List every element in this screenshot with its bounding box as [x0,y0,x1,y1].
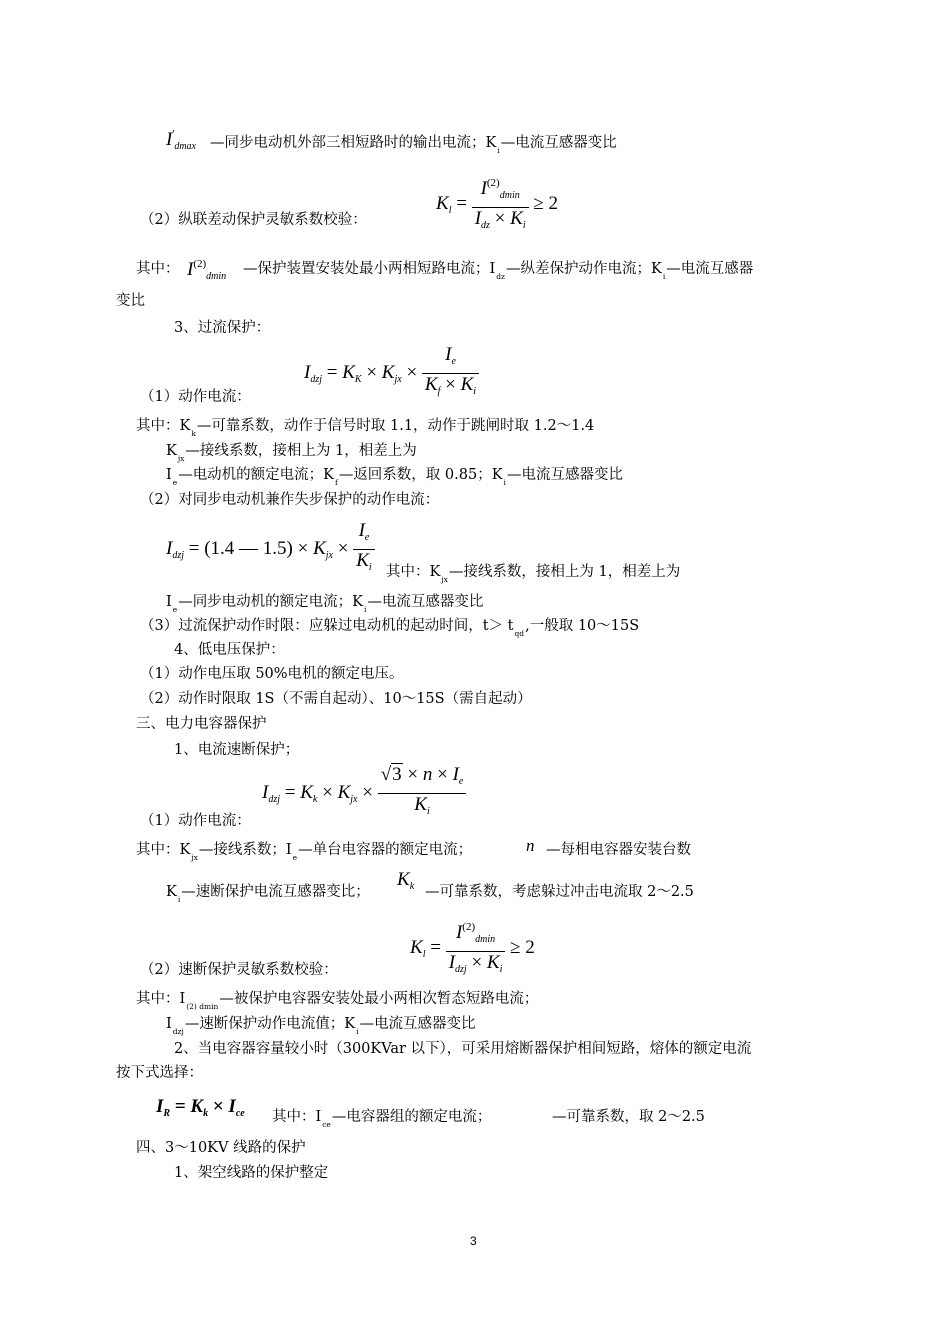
text-line: 其中：$K_k—$可靠系数，动作于信号时取 1.1，动作于跳闸时取 1.2～1.4 [136,418,595,438]
text-line: 其中：$I_{(2) dmin}—$被保护电容器安装处最小两相次暂态短路电流； [136,991,539,1011]
text-line: $I_e—$电动机的额定电流；$K_f—$返回系数，取 0.85；$K_i—$电流互感器变比 [166,467,623,487]
text-line: （1）动作电流： [140,389,251,405]
formula-n: n [526,836,535,855]
text-line: $K_i—$速断保护电流互感器变比； [166,884,370,904]
text-line: —每相电容器安装台数 [546,842,691,858]
text-line: 其中： [136,261,180,277]
formula-overcurrent: $I_{dzj} = K_K \times K_{jx}$ × $\frac{I_e}{K_f \times K_i}$ [304,344,479,403]
formula-sensitivity-1: $K_l$ = $\frac{I^{(2)}_{dmin}}{I_{dz} \times K_i}$ ≥ 2 [436,172,558,237]
text-line: $I_{dzj}—$速断保护动作电流值；$K_i—$电流互感器变比 [166,1016,476,1036]
formula-out-of-step: $I_{dzj} = (1.4$ — $1.5) \times K_{jx}$ × $\frac{I_e}{K_i}$ [166,520,375,579]
text-line: 变比 [116,293,145,309]
formula-i-dmax: $I'_{dmax}$ [166,128,196,152]
text-line: （2）纵联差动保护灵敏系数校验： [140,212,367,228]
text-line: （2）动作时限取 1S（不需自起动）、10～15S（需自起动） [140,691,532,707]
text-line: 其中：$I_{ce}—$电容器组的额定电流； [272,1109,492,1129]
text-line: （1）动作电压取 50%电机的额定电压。 [140,666,404,682]
text-line: —同步电动机外部三相短路时的输出电流；$K_i—$电流互感器变比 [210,135,617,155]
formula-fuse: $I_R = K_k \times I_{ce}$ [156,1096,245,1119]
text-line: —可靠系数，考虑躲过冲击电流取 2～2.5 [425,884,694,900]
formula-capacitor-quickbreak: $I_{dzj} = K_k \times K_{jx}$ × $\frac{√3 \times n \times I_e}{K_i}$ [262,764,466,823]
chapter-heading: 三、电力电容器保护 [136,716,267,732]
formula-kk: $K_k$ [397,869,415,892]
text-line: （2）速断保护灵敏系数校验： [140,962,338,978]
section-heading: 1、架空线路的保护整定 [174,1165,329,1181]
chapter-heading: 四、3～10KV 线路的保护 [136,1140,306,1156]
text-line: —可靠系数，取 2～2.5 [552,1109,705,1125]
page-number: 3 [470,1234,477,1248]
text-line: $K_{jx}—$接线系数，接相上为 1，相差上为 [166,443,417,463]
formula-sensitivity-2: $K_l$ = $\frac{I^{(2)}_{dmin}}{I_{dzj} \times K_i}$ ≥ 2 [410,916,535,981]
text-line: 其中：$K_{jx}—$接线系数，接相上为 1，相差上为 [386,564,681,584]
text-line: （1）动作电流： [140,813,251,829]
text-line: （2）对同步电动机兼作失步保护的动作电流： [140,492,440,508]
section-heading: 4、低电压保护： [174,642,285,658]
section-heading: 1、电流速断保护； [174,742,300,758]
text-line: $I_e—$同步电动机的额定电流；$K_i—$电流互感器变比 [166,594,484,614]
text-line: 按下式选择： [116,1065,203,1081]
formula-i2-dmin: $I^{(2)}_{dmin}$ [187,258,227,282]
section-heading: 3、过流保护： [174,320,271,336]
text-line: 其中：$K_{jx}—$接线系数；$I_e—$单台电容器的额定电流； [136,842,473,862]
text-line: （3）过流保护动作时限：应躲过电动机的起动时间，$t> t_{qd}$,一般取 10～15S [140,618,640,638]
text-line: —保护装置安装处最小两相短路电流；$I_{dz}—$纵差保护动作电流；$K_i—$电流互感器 [243,261,754,281]
text-line: 2、当电容器容量较小时（300KVar 以下），可采用熔断器保护相间短路，熔体的额定电流 [174,1041,752,1057]
